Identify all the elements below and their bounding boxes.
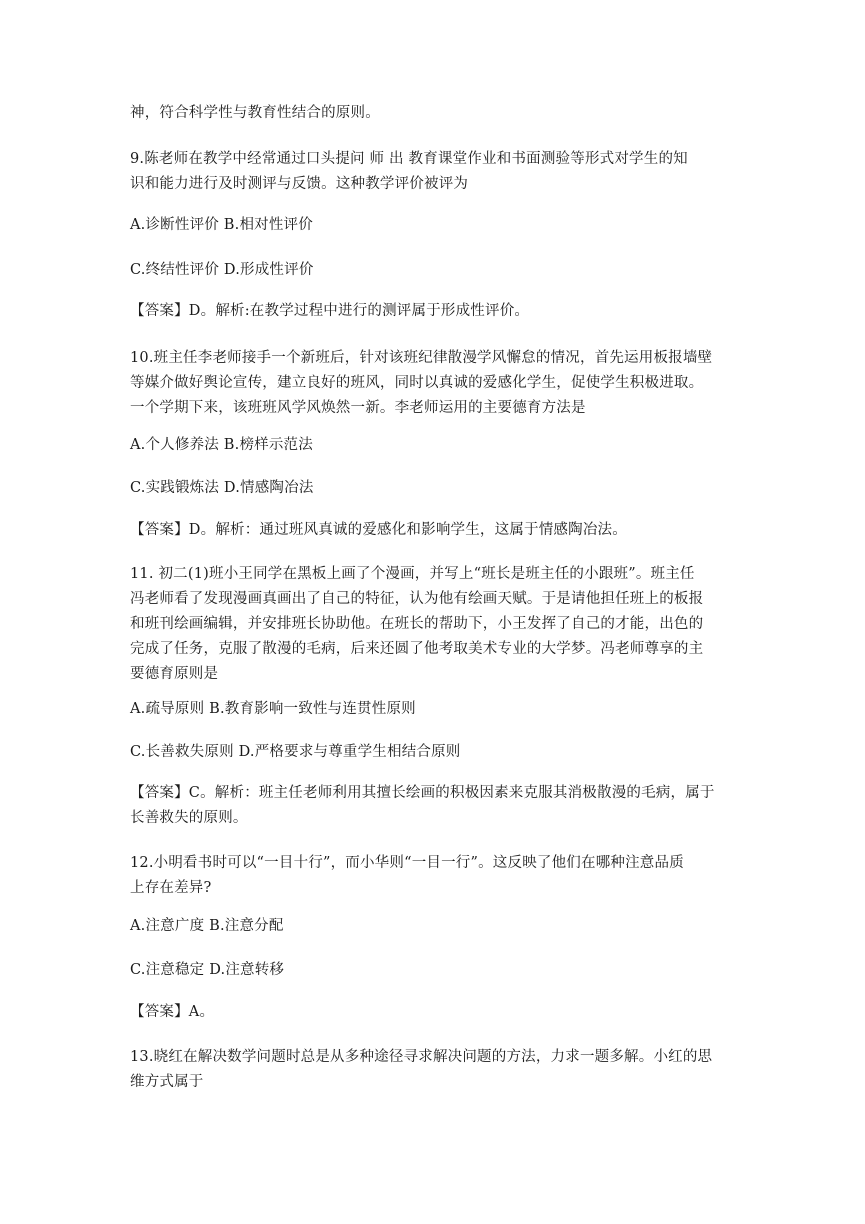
question-13-text: 维方式属于 xyxy=(130,1074,204,1090)
question-9-options-ab: A.诊断性评价 B.相对性评价 xyxy=(130,217,313,233)
question-9-text: 识和能力进行及时测评与反馈。这种教学评价被评为 xyxy=(130,176,469,192)
question-10-options-cd: C.实践锻炼法 D.情感陶冶法 xyxy=(130,480,314,496)
question-12-text: 12.小明看书时可以“一目十行”，而小华则“一目一行”。这反映了他们在哪种注意品质 xyxy=(130,855,684,871)
question-10-options-ab: A.个人修养法 B.榜样示范法 xyxy=(130,437,313,453)
question-9-text: 9.陈老师在教学中经常通过口头提问 师 出 教育课堂作业和书面测验等形式对学生的知 xyxy=(130,151,688,167)
question-10-text: 10.班主任李老师接手一个新班后，针对该班纪律散漫学风懈怠的情况，首先运用板报墙壁 xyxy=(130,350,713,366)
text-line: 神，符合科学性与教育性结合的原则。 xyxy=(130,105,380,121)
question-10-answer: 【答案】D。解析：通过班风真诚的爱感化和影响学生，这属于情感陶冶法。 xyxy=(130,522,627,538)
question-12-options-ab: A.注意广度 B.注意分配 xyxy=(130,918,284,934)
question-11-options-ab: A.疏导原则 B.教育影响一致性与连贯性原则 xyxy=(130,701,416,717)
question-11-answer: 长善救失的原则。 xyxy=(130,810,248,826)
question-11-answer: 【答案】C。解析：班主任老师利用其擅长绘画的积极因素来克服其消极散漫的毛病，属于 xyxy=(130,785,715,801)
question-13-text: 13.晓红在解决数学问题时总是从多种途径寻求解决问题的方法，力求一题多解。小红的思 xyxy=(130,1049,713,1065)
question-12-options-cd: C.注意稳定 D.注意转移 xyxy=(130,962,285,978)
question-11-text: 完成了任务，克服了散漫的毛病，后来还圆了他考取美术专业的大学梦。冯老师尊享的主 xyxy=(130,641,704,657)
question-10-text: 等媒介做好舆论宣传，建立良好的班风，同时以真诚的爱感化学生，促使学生积极进取。 xyxy=(130,375,704,391)
question-11-text: 和班刊绘画编辑，并安排班长协助他。在班长的帮助下，小王发挥了自己的才能，出色的 xyxy=(130,616,704,632)
question-9-answer: 【答案】D。解析:在教学过程中进行的测评属于形成性评价。 xyxy=(130,303,530,319)
question-9-options-cd: C.终结性评价 D.形成性评价 xyxy=(130,262,314,278)
question-11-text: 11. 初二(1)班小王同学在黑板上画了个漫画，并写上“班长是班主任的小跟班”。班主任 xyxy=(130,566,695,582)
question-11-text: 冯老师看了发现漫画真画出了自己的特征，认为他有绘画天赋。于是请他担任班上的板报 xyxy=(130,591,704,607)
question-11-options-cd: C.长善救失原则 D.严格要求与尊重学生相结合原则 xyxy=(130,744,461,760)
question-12-text: 上存在差异? xyxy=(130,880,212,896)
question-11-text: 要德育原则是 xyxy=(130,666,219,682)
question-10-text: 一个学期下来，该班班风学风焕然一新。李老师运用的主要德育方法是 xyxy=(130,400,586,416)
question-12-answer: 【答案】A。 xyxy=(130,1004,215,1020)
